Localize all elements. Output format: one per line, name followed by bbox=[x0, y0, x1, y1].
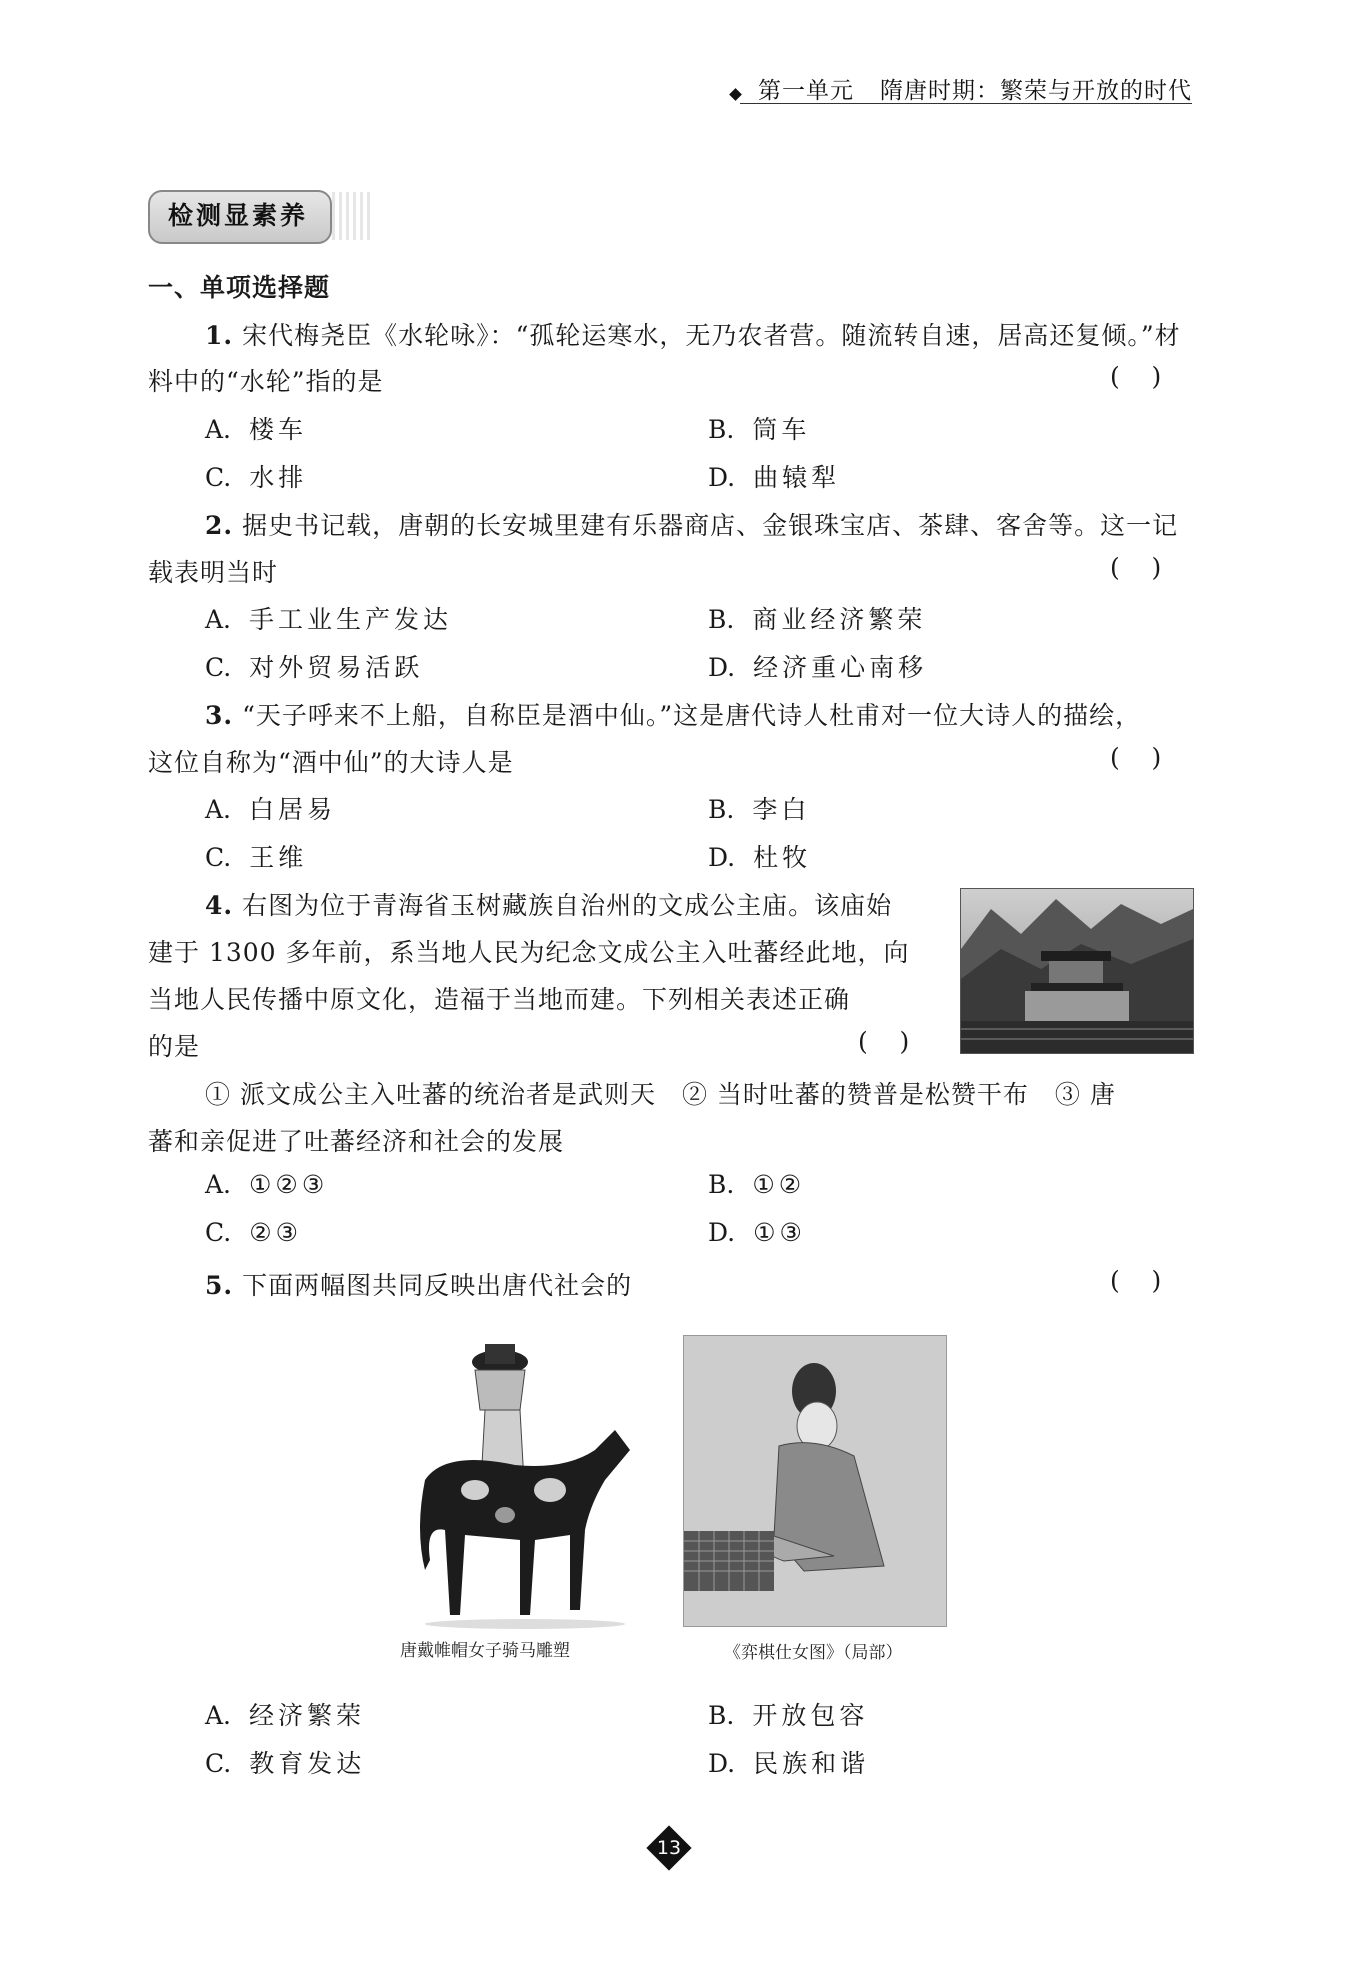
horse-rider-icon bbox=[385, 1330, 635, 1630]
header-rule bbox=[740, 103, 1192, 104]
question-4-statements-line-1: ① 派文成公主入吐蕃的统治者是武则天 ② 当时吐蕃的赞普是松赞干布 ③ 唐 bbox=[205, 1080, 1116, 1109]
diamond-bullet-icon bbox=[729, 88, 742, 101]
option-c: C. ②③ bbox=[205, 1218, 303, 1247]
option-d: D. 杜牧 bbox=[708, 843, 812, 872]
question-5-line-1: 5. 下面两幅图共同反映出唐代社会的 bbox=[205, 1271, 633, 1300]
question-4-line-4: 的是 bbox=[148, 1032, 201, 1061]
question-1-line-1: 1. 宋代梅尧臣《水轮咏》：“孤轮运寒水，无乃农者营。随流转自速，居高还复倾。”材 bbox=[205, 321, 1181, 350]
badge-decoration bbox=[332, 192, 372, 240]
option-d: D. ①③ bbox=[708, 1218, 806, 1247]
running-header bbox=[731, 72, 1192, 105]
question-3-line-1: 3. “天子呼来不上船，自称臣是酒中仙。”这是唐代诗人杜甫对一位大诗人的描绘， bbox=[205, 701, 1142, 730]
section-title: 一、单项选择题 bbox=[148, 273, 331, 302]
go-playing-lady-painting-image bbox=[683, 1335, 947, 1627]
option-a: A. 白居易 bbox=[205, 795, 337, 824]
horse-rider-sculpture-image bbox=[385, 1330, 635, 1630]
princess-wencheng-temple-image bbox=[961, 889, 1193, 1053]
answer-blank: ( ) bbox=[858, 1027, 910, 1056]
figure-caption-sculpture: 唐戴帷帽女子骑马雕塑 bbox=[400, 1641, 570, 1661]
option-d: D. 曲辕犁 bbox=[708, 463, 841, 492]
option-c: C. 对外贸易活跃 bbox=[205, 653, 424, 682]
option-c: C. 水排 bbox=[205, 463, 308, 492]
option-b: B. 筒车 bbox=[708, 415, 811, 444]
unit-label: 第一单元 bbox=[758, 78, 854, 104]
option-c: C. 王维 bbox=[205, 843, 308, 872]
question-4-line-3: 当地人民传播中原文化，造福于当地而建。下列相关表述正确 bbox=[148, 985, 851, 1014]
option-b: B. ①② bbox=[708, 1170, 806, 1199]
answer-blank: ( ) bbox=[1110, 1266, 1162, 1295]
question-3-line-2: 这位自称为“酒中仙”的大诗人是 bbox=[148, 748, 514, 777]
option-d: D. 经济重心南移 bbox=[708, 653, 928, 682]
answer-blank: ( ) bbox=[1110, 362, 1162, 391]
temple-photo bbox=[960, 888, 1194, 1054]
question-1-line-2: 料中的“水轮”指的是 bbox=[148, 367, 384, 396]
option-a: A. 楼车 bbox=[205, 415, 308, 444]
option-d: D. 民族和谐 bbox=[708, 1749, 870, 1778]
question-4-line-1: 4. 右图为位于青海省玉树藏族自治州的文成公主庙。该庙始 bbox=[205, 891, 893, 920]
section-badge: 检测显素养 bbox=[148, 190, 332, 244]
option-a: A. 经济繁荣 bbox=[205, 1701, 366, 1730]
question-4-statements-line-2: 蕃和亲促进了吐蕃经济和社会的发展 bbox=[148, 1127, 565, 1156]
option-a: A. ①②③ bbox=[205, 1170, 329, 1199]
option-b: B. 开放包容 bbox=[708, 1701, 869, 1730]
painting-icon bbox=[684, 1336, 946, 1626]
option-b: B. 商业经济繁荣 bbox=[708, 605, 927, 634]
unit-title: 隋唐时期：繁荣与开放的时代 bbox=[880, 78, 1192, 104]
option-b: B. 李白 bbox=[708, 795, 811, 824]
question-4-line-2: 建于 1300 多年前，系当地人民为纪念文成公主入吐蕃经此地，向 bbox=[148, 938, 910, 967]
question-2-line-1: 2. 据史书记载，唐朝的长安城里建有乐器商店、金银珠宝店、茶肆、客舍等。这一记 bbox=[205, 511, 1179, 540]
page-number: 13 bbox=[646, 1825, 692, 1871]
question-2-line-2: 载表明当时 bbox=[148, 558, 279, 587]
option-a: A. 手工业生产发达 bbox=[205, 605, 453, 634]
figure-caption-painting: 《弈棋仕女图》（局部） bbox=[724, 1643, 903, 1663]
option-c: C. 教育发达 bbox=[205, 1749, 366, 1778]
answer-blank: ( ) bbox=[1110, 553, 1162, 582]
answer-blank: ( ) bbox=[1110, 743, 1162, 772]
